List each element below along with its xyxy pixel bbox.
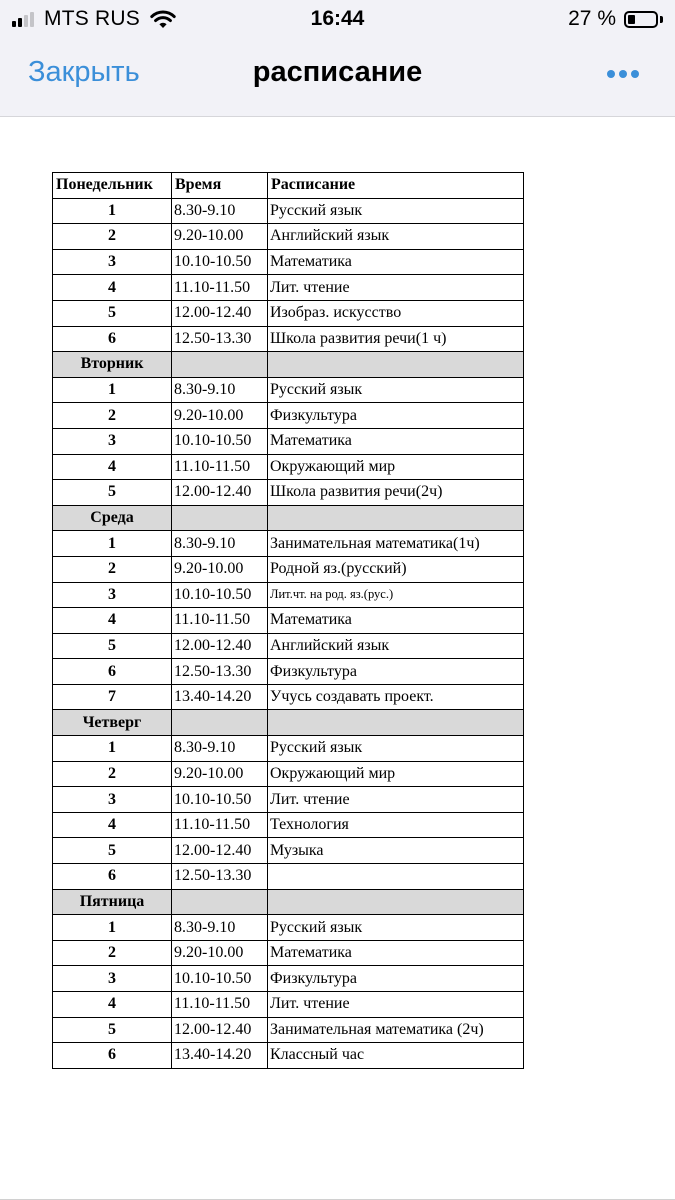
lesson-number: 1 <box>53 915 172 941</box>
lesson-number: 1 <box>53 531 172 557</box>
lesson-subject: Окружающий мир <box>268 454 524 480</box>
lesson-subject: Лит. чтение <box>268 992 524 1018</box>
lesson-number: 3 <box>53 249 172 275</box>
empty-cell <box>268 889 524 915</box>
page-title: расписание <box>252 56 423 88</box>
empty-cell <box>172 352 268 378</box>
lesson-row <box>53 300 524 326</box>
lesson-subject: Английский язык <box>268 224 524 250</box>
lesson-subject: Лит. чтение <box>268 275 524 301</box>
lesson-row <box>53 377 524 403</box>
lesson-number: 5 <box>53 480 172 506</box>
lesson-number: 4 <box>53 275 172 301</box>
lesson-subject: Математика <box>268 428 524 454</box>
close-button[interactable]: Закрыть <box>28 56 140 88</box>
lesson-number: 6 <box>53 1043 172 1069</box>
lesson-number: 3 <box>53 787 172 813</box>
carrier-name: MTS RUS <box>44 7 140 30</box>
battery-level-fill <box>628 15 635 24</box>
lesson-number: 5 <box>53 300 172 326</box>
empty-cell <box>268 505 524 531</box>
lesson-subject: Лит.чт. на род. яз.(рус.) <box>268 582 524 608</box>
header-subject: Расписание <box>268 173 524 199</box>
empty-cell <box>172 505 268 531</box>
lesson-row <box>53 403 524 429</box>
lesson-subject: Русский язык <box>268 736 524 762</box>
lesson-subject: Занимательная математика (2ч) <box>268 1017 524 1043</box>
lesson-time: 9.20-10.00 <box>172 403 268 429</box>
lesson-time: 9.20-10.00 <box>172 761 268 787</box>
battery-percent: 27 % <box>568 7 616 30</box>
lesson-row <box>53 684 524 710</box>
lesson-number: 5 <box>53 1017 172 1043</box>
lesson-row <box>53 249 524 275</box>
lesson-number: 1 <box>53 198 172 224</box>
lesson-row <box>53 480 524 506</box>
lesson-number: 6 <box>53 326 172 352</box>
lesson-subject: Школа развития речи(1 ч) <box>268 326 524 352</box>
lesson-time: 11.10-11.50 <box>172 454 268 480</box>
day-name: Вторник <box>53 352 172 378</box>
battery-cap <box>660 16 663 23</box>
lesson-time: 10.10-10.50 <box>172 249 268 275</box>
lesson-row <box>53 608 524 634</box>
lesson-subject: Учусь создавать проект. <box>268 684 524 710</box>
lesson-row <box>53 633 524 659</box>
lesson-number: 3 <box>53 582 172 608</box>
lesson-row <box>53 1017 524 1043</box>
header-time: Время <box>172 173 268 199</box>
lesson-subject: Лит. чтение <box>268 787 524 813</box>
lesson-number: 4 <box>53 992 172 1018</box>
lesson-row <box>53 940 524 966</box>
battery-icon <box>624 11 658 28</box>
lesson-number: 4 <box>53 812 172 838</box>
lesson-number: 7 <box>53 684 172 710</box>
lesson-number: 6 <box>53 659 172 685</box>
lesson-time: 12.00-12.40 <box>172 838 268 864</box>
status-bar <box>0 0 675 38</box>
lesson-row <box>53 1043 524 1069</box>
lesson-number: 4 <box>53 454 172 480</box>
day-name: Четверг <box>53 710 172 736</box>
lesson-subject: Физкультура <box>268 403 524 429</box>
lesson-time: 12.00-12.40 <box>172 1017 268 1043</box>
navigation-bar <box>0 38 675 117</box>
lesson-subject: Окружающий мир <box>268 761 524 787</box>
lesson-row <box>53 812 524 838</box>
lesson-row <box>53 428 524 454</box>
lesson-subject: Русский язык <box>268 915 524 941</box>
lesson-row <box>53 531 524 557</box>
lesson-row <box>53 864 524 890</box>
lesson-time: 8.30-9.10 <box>172 736 268 762</box>
lesson-time: 9.20-10.00 <box>172 224 268 250</box>
lesson-row <box>53 736 524 762</box>
lesson-number: 3 <box>53 428 172 454</box>
status-right <box>568 6 663 32</box>
lesson-time: 8.30-9.10 <box>172 377 268 403</box>
lesson-subject: Родной яз.(русский) <box>268 556 524 582</box>
lesson-time: 11.10-11.50 <box>172 608 268 634</box>
lesson-subject: Математика <box>268 608 524 634</box>
lesson-subject: Классный час <box>268 1043 524 1069</box>
lesson-row <box>53 275 524 301</box>
lesson-time: 10.10-10.50 <box>172 966 268 992</box>
lesson-subject: Русский язык <box>268 377 524 403</box>
table-header-row <box>53 173 524 199</box>
lesson-row <box>53 556 524 582</box>
lesson-subject: Музыка <box>268 838 524 864</box>
lesson-row <box>53 966 524 992</box>
lesson-row <box>53 198 524 224</box>
lesson-time: 9.20-10.00 <box>172 556 268 582</box>
more-options-icon[interactable] <box>603 70 639 78</box>
lesson-time: 12.00-12.40 <box>172 300 268 326</box>
lesson-subject: Физкультура <box>268 659 524 685</box>
lesson-row <box>53 992 524 1018</box>
document-viewer[interactable] <box>0 117 675 1200</box>
lesson-number: 2 <box>53 940 172 966</box>
clock: 16:44 <box>310 7 365 30</box>
lesson-subject: Занимательная математика(1ч) <box>268 531 524 557</box>
lesson-time: 8.30-9.10 <box>172 915 268 941</box>
lesson-row <box>53 659 524 685</box>
lesson-subject: Изобраз. искусство <box>268 300 524 326</box>
lesson-number: 2 <box>53 224 172 250</box>
lesson-time: 9.20-10.00 <box>172 940 268 966</box>
lesson-subject: Английский язык <box>268 633 524 659</box>
day-header-row <box>53 889 524 915</box>
empty-cell <box>268 352 524 378</box>
lesson-subject: Физкультура <box>268 966 524 992</box>
lesson-subject: Русский язык <box>268 198 524 224</box>
lesson-number: 2 <box>53 761 172 787</box>
lesson-row <box>53 838 524 864</box>
lesson-time: 12.50-13.30 <box>172 659 268 685</box>
day-header-row <box>53 710 524 736</box>
empty-cell <box>172 710 268 736</box>
empty-cell <box>268 710 524 736</box>
lesson-number: 1 <box>53 736 172 762</box>
lesson-number: 6 <box>53 864 172 890</box>
empty-cell <box>172 889 268 915</box>
lesson-number: 3 <box>53 966 172 992</box>
header-day: Понедельник <box>53 173 172 199</box>
lesson-time: 12.50-13.30 <box>172 864 268 890</box>
lesson-row <box>53 915 524 941</box>
lesson-row <box>53 787 524 813</box>
lesson-number: 2 <box>53 403 172 429</box>
lesson-time: 12.50-13.30 <box>172 326 268 352</box>
lesson-time: 10.10-10.50 <box>172 787 268 813</box>
lesson-time: 12.00-12.40 <box>172 633 268 659</box>
lesson-number: 5 <box>53 633 172 659</box>
lesson-number: 5 <box>53 838 172 864</box>
day-header-row <box>53 352 524 378</box>
lesson-number: 1 <box>53 377 172 403</box>
day-name: Среда <box>53 505 172 531</box>
lesson-subject: Математика <box>268 249 524 275</box>
lesson-subject: Школа развития речи(2ч) <box>268 480 524 506</box>
lesson-row <box>53 761 524 787</box>
lesson-time: 11.10-11.50 <box>172 275 268 301</box>
lesson-time: 8.30-9.10 <box>172 198 268 224</box>
lesson-subject <box>268 864 524 890</box>
lesson-time: 12.00-12.40 <box>172 480 268 506</box>
lesson-time: 10.10-10.50 <box>172 582 268 608</box>
lesson-time: 11.10-11.50 <box>172 992 268 1018</box>
lesson-subject: Технология <box>268 812 524 838</box>
day-header-row <box>53 505 524 531</box>
lesson-time: 10.10-10.50 <box>172 428 268 454</box>
lesson-row <box>53 326 524 352</box>
lesson-time: 11.10-11.50 <box>172 812 268 838</box>
lesson-time: 8.30-9.10 <box>172 531 268 557</box>
day-name: Пятница <box>53 889 172 915</box>
lesson-row <box>53 454 524 480</box>
lesson-time: 13.40-14.20 <box>172 684 268 710</box>
lesson-number: 2 <box>53 556 172 582</box>
lesson-time: 13.40-14.20 <box>172 1043 268 1069</box>
lesson-number: 4 <box>53 608 172 634</box>
lesson-row <box>53 582 524 608</box>
lesson-subject: Математика <box>268 940 524 966</box>
schedule-table <box>52 172 524 1069</box>
lesson-row <box>53 224 524 250</box>
